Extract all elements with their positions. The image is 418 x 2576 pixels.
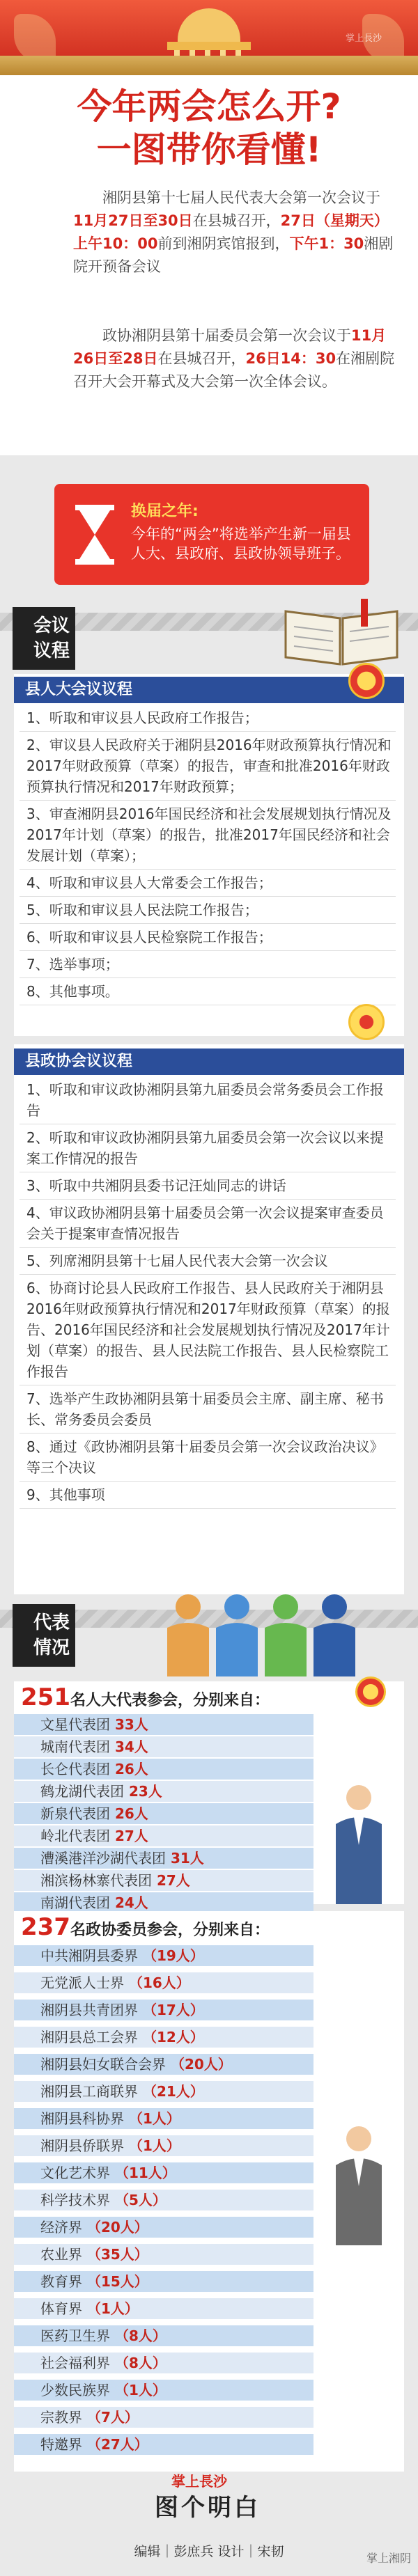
- rep-group-name: 湘阴县妇女联合会界: [40, 2056, 166, 2073]
- rep-group-count: 23人: [124, 1783, 162, 1800]
- rep-group-name: 湘阴县科协界: [40, 2110, 124, 2127]
- rep-group-count: （11人）: [110, 2165, 176, 2181]
- rep-group-count: （15人）: [82, 2273, 148, 2290]
- footer-logo: 掌上長沙 图个明白: [155, 2473, 261, 2522]
- rep-group-name: 鹤龙湖代表团: [40, 1783, 124, 1800]
- national-emblem-icon: [355, 1676, 386, 1707]
- rep-group-name: 中共湘阴县委界: [40, 1947, 138, 1964]
- rep-group-name: 岭北代表团: [40, 1828, 110, 1844]
- rep-group-name: 无党派人士界: [40, 1974, 124, 1991]
- npc-intro: [73, 187, 401, 278]
- agenda-item: 9、其他事项: [26, 1486, 105, 1503]
- rep-group-count: （35人）: [82, 2246, 148, 2263]
- rep-group-count: （8人）: [110, 2327, 167, 2344]
- notice-title: 换届之年:: [131, 503, 199, 520]
- rep-group-name: 漕溪港洋沙湖代表团: [40, 1850, 166, 1867]
- highlight-text: 27日（星期天）上午10：00: [73, 212, 389, 252]
- rep-row: [14, 2217, 314, 2238]
- rep-row: [14, 1825, 314, 1846]
- rep-group-name: 农业界: [40, 2246, 82, 2263]
- rep-group-count: 31人: [166, 1850, 204, 1867]
- notice-text: 今年的“两会”将选举产生新一届县人大、县政府、县政协领导班子。: [131, 526, 351, 562]
- rep-group-name: 南湖代表团: [40, 1894, 110, 1911]
- rep-group-count: （19人）: [138, 1947, 204, 1964]
- rep-row: [14, 1736, 314, 1757]
- agenda-item: 1、听取和审议县人民政府工作报告；: [26, 709, 258, 726]
- rep-row: [14, 2407, 314, 2428]
- agenda-item: 6、协商讨论县人民政府工作报告、县人民政府关于湘阴县2016年财政预算执行情况和2017年财政预算（草案）的报告、2016年国民经济和社会发展规划执行情况及2017年计划（草案）的报告、县人民法院工作报告、县人民检察院工作报告: [26, 1280, 390, 1380]
- rep-group-count: （20人）: [166, 2056, 232, 2073]
- rep-row: [14, 2380, 314, 2401]
- people-icon: [146, 1586, 383, 1676]
- rep-group-count: （8人）: [110, 2355, 167, 2371]
- national-emblem-icon: [348, 663, 385, 699]
- rep-row: [14, 2353, 314, 2373]
- rep-group-name: 湘阴县侨联界: [40, 2137, 124, 2154]
- agenda-item: 4、审议政协湘阴县第十届委员会第一次会议提案审查委员会关于提案审查情况报告: [26, 1204, 384, 1242]
- rep-group-count: 24人: [110, 1894, 148, 1911]
- agenda-item: 2、听取和审议政协湘阴县第九届委员会第一次会议以来提案工作情况的报告: [26, 1129, 384, 1167]
- cppcc-intro: [73, 324, 401, 393]
- rep-row: [14, 2054, 314, 2075]
- npc-agenda-title: 县人大会议议程: [14, 677, 404, 703]
- rep-group-count: （16人）: [124, 1974, 190, 1991]
- rep-row: [14, 1781, 314, 1802]
- footer-watermark: 掌上湘阴: [366, 2552, 411, 2565]
- rep-row: [14, 1870, 314, 1891]
- book-icon: [279, 597, 404, 667]
- rep-row: [14, 1714, 314, 1735]
- rep-row: [14, 1759, 314, 1780]
- rep-row: [14, 2244, 314, 2265]
- rep-group-name: 新泉代表团: [40, 1805, 110, 1822]
- rep-group-count: （1人）: [82, 2300, 139, 2317]
- rep-group-name: 文星代表团: [40, 1716, 110, 1733]
- rep-row: [14, 2027, 314, 2048]
- rep-group-name: 湘阴县工商联界: [40, 2083, 138, 2100]
- agenda-item: 4、听取和审议县人大常委会工作报告；: [26, 874, 272, 891]
- delegate-figure-icon: [327, 1782, 390, 1904]
- agenda-item: 7、选举产生政协湘阴县第十届委员会主席、副主席、秘书长、常务委员会委员: [26, 1390, 384, 1428]
- intro-text: 湘剧院开预备会议: [73, 235, 394, 275]
- rep-group-count: （1人）: [110, 2382, 167, 2398]
- intro-text: 政协湘阴县第十届委员会第一次会议于: [102, 327, 351, 344]
- intro-text: 在湘剧院召开大会开幕式及大会第一次全体会议。: [73, 350, 395, 390]
- rep-group-name: 湘阴县共青团界: [40, 2002, 138, 2018]
- highlight-text: 下午1：30: [289, 235, 364, 252]
- rep-group-count: （20人）: [82, 2219, 148, 2236]
- highlight-text: 11月26日至28日: [73, 327, 387, 367]
- npc-reps-heading: 251名人大代表参会，分别来自：: [21, 1683, 270, 1711]
- rep-row: [14, 2298, 314, 2319]
- rep-group-count: 27人: [152, 1872, 190, 1889]
- rep-group-count: （21人）: [138, 2083, 204, 2100]
- agenda-item: 8、其他事项。: [26, 983, 119, 1000]
- rep-group-name: 教育界: [40, 2273, 82, 2290]
- rep-group-count: 33人: [110, 1716, 148, 1733]
- rep-group-name: 城南代表团: [40, 1738, 110, 1755]
- agenda-item: 7、选举事项；: [26, 956, 119, 973]
- rep-group-count: 27人: [110, 1828, 148, 1844]
- rep-group-count: （17人）: [138, 2002, 204, 2018]
- agenda-item: 5、听取和审议县人民法院工作报告；: [26, 902, 258, 918]
- rep-group-name: 科学技术界: [40, 2192, 110, 2208]
- agenda-tag: 会议 议程: [13, 607, 75, 670]
- rep-row: [14, 2325, 314, 2346]
- highlight-text: 11月27日至30日: [73, 212, 193, 229]
- rep-group-count: （27人）: [82, 2436, 148, 2453]
- agenda-item: 3、听取中共湘阴县委书记汪灿同志的讲话: [26, 1177, 286, 1194]
- rep-group-name: 社会福利界: [40, 2355, 110, 2371]
- footer-credit: 编辑｜彭庶兵 设计｜宋韧: [134, 2544, 284, 2559]
- rep-row: [14, 2190, 314, 2210]
- dome-icon: [178, 8, 240, 43]
- agenda-item: 6、听取和审议县人民检察院工作报告；: [26, 929, 272, 945]
- rep-row: [14, 1803, 314, 1824]
- cppcc-emblem-icon: [348, 1004, 385, 1040]
- agenda-item: 2、审议县人民政府关于湘阴县2016年财政预算执行情况和2017年财政预算（草案）的报告，审查和批准2016年财政预算执行情况和2017年财政预算；: [26, 737, 392, 795]
- rep-group-count: 26人: [110, 1805, 148, 1822]
- agenda-item: 8、通过《政协湘阴县第十届委员会第一次会议政治决议》等三个决议: [26, 1438, 384, 1476]
- rep-group-name: 长仑代表团: [40, 1761, 110, 1777]
- rep-group-name: 特邀界: [40, 2436, 82, 2453]
- rep-group-count: （12人）: [138, 2029, 204, 2045]
- page-title: 今年两会怎么开?: [77, 86, 341, 127]
- rep-group-name: 湘滨杨林寨代表团: [40, 1872, 152, 1889]
- rep-group-name: 体育界: [40, 2300, 82, 2317]
- rep-group-count: （5人）: [110, 2192, 167, 2208]
- rep-group-name: 少数民族界: [40, 2382, 110, 2398]
- rep-group-count: 34人: [110, 1738, 148, 1755]
- intro-text: 湘阴县第十七届人民代表大会第一次会议于: [102, 189, 380, 206]
- rep-row: [14, 1892, 314, 1913]
- cppcc-reps-heading: 237名政协委员参会，分别来自：: [21, 1913, 270, 1941]
- rep-row: [14, 2108, 314, 2129]
- rep-group-name: 医药卫生界: [40, 2327, 110, 2344]
- agenda-item: 5、列席湘阴县第十七届人民代表大会第一次会议: [26, 1252, 328, 1269]
- rep-group-name: 经济界: [40, 2219, 82, 2236]
- intro-text: 前到湘阴宾馆报到，: [157, 235, 290, 252]
- reps-tag: 代表 情况: [13, 1604, 75, 1667]
- member-figure-icon: [327, 2123, 390, 2245]
- page-subtitle: 一图带你看懂!: [96, 129, 322, 170]
- rep-row: [14, 2000, 314, 2020]
- rep-row: [14, 2271, 314, 2292]
- rep-group-name: 湘阴县总工会界: [40, 2029, 138, 2045]
- rep-group-count: （1人）: [124, 2137, 180, 2154]
- rep-group-name: 文化艺术界: [40, 2165, 110, 2181]
- header-banner: [0, 0, 418, 75]
- rep-row: [14, 2162, 314, 2183]
- cppcc-agenda-title: 县政协会议议程: [14, 1049, 404, 1075]
- intro-text: 在县城召开，: [192, 212, 281, 229]
- rep-row: [14, 1972, 314, 1993]
- rep-row: [14, 2135, 314, 2156]
- agenda-item: 3、审查湘阴县2016年国民经济和社会发展规划执行情况及2017年计划（草案）的报告，批准2017年国民经济和社会发展计划（草案）；: [26, 806, 392, 864]
- highlight-text: 26日14：30: [245, 350, 336, 367]
- notice-box: [54, 484, 369, 585]
- agenda-item: 1、听取和审议政协湘阴县第九届委员会常务委员会工作报告: [26, 1081, 384, 1119]
- rep-group-name: 宗教界: [40, 2409, 82, 2426]
- rep-row: [14, 2081, 314, 2102]
- rep-group-count: （1人）: [124, 2110, 180, 2127]
- hourglass-icon: [74, 505, 116, 565]
- rep-group-count: （7人）: [82, 2409, 139, 2426]
- header-watermark: 掌上長沙: [345, 33, 382, 44]
- rep-row: [14, 1848, 314, 1869]
- rep-group-count: 26人: [110, 1761, 148, 1777]
- rep-row: [14, 1945, 314, 1966]
- intro-text: 在县城召开，: [157, 350, 246, 367]
- rep-row: [14, 2434, 314, 2455]
